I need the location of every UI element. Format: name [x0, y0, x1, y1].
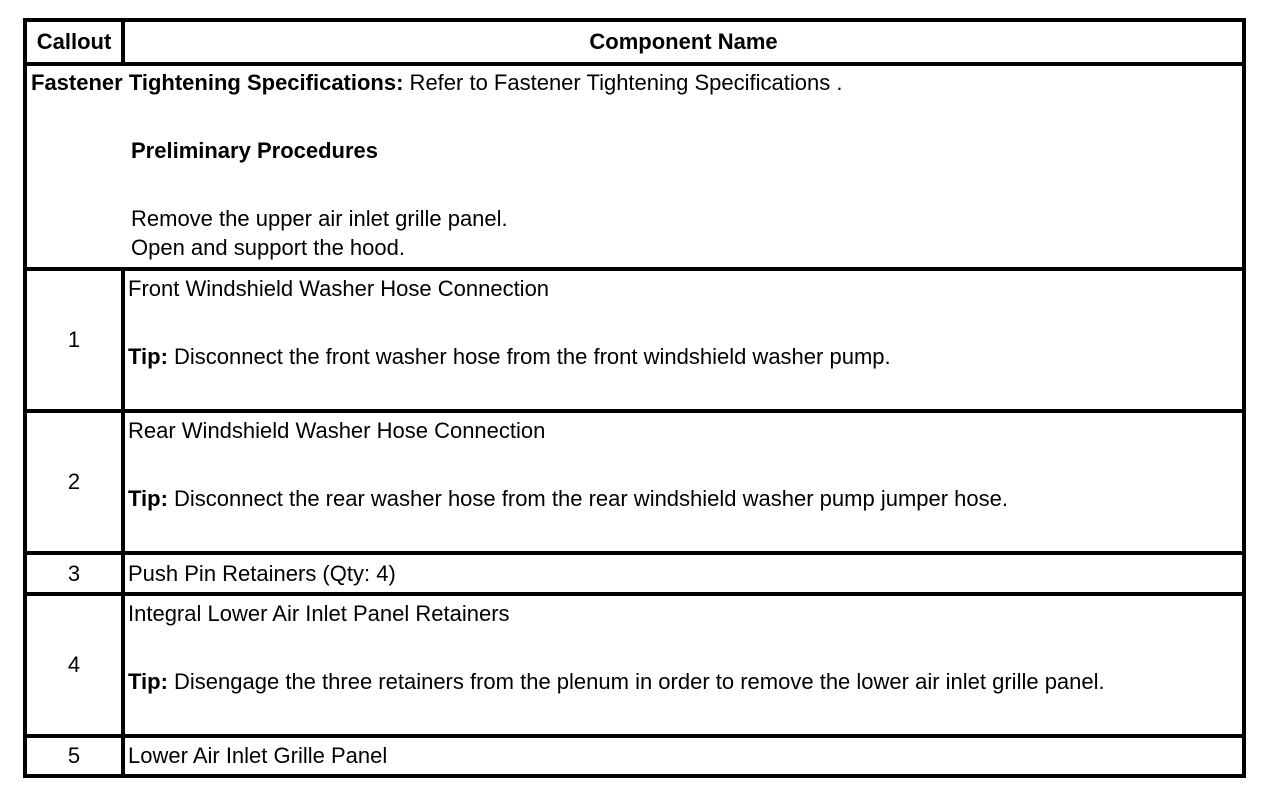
row-callout: 4	[67, 652, 81, 677]
tip-label: Tip:	[128, 486, 168, 511]
fastener-spec-line	[31, 69, 842, 97]
row-component-name: Push Pin Retainers (Qty: 4)	[128, 561, 396, 586]
row-component-name: Rear Windshield Washer Hose Connection	[128, 418, 546, 443]
row-component-name: Front Windshield Washer Hose Connection	[128, 276, 550, 301]
column-divider-body	[121, 267, 125, 774]
row-tip	[128, 343, 891, 371]
rule-after-row-4	[27, 734, 1242, 738]
rule-after-intro	[27, 267, 1242, 271]
preliminary-step: Open and support the hood.	[131, 235, 405, 260]
rule-after-row-1	[27, 409, 1242, 413]
header-component-name: Component Name	[589, 29, 778, 54]
rule-after-header	[27, 62, 1242, 66]
row-component-name: Integral Lower Air Inlet Panel Retainers	[128, 601, 510, 626]
fastener-spec-text: Refer to Fastener Tightening Specifications .	[403, 70, 843, 95]
tip-label: Tip:	[128, 344, 168, 369]
preliminary-procedures-title: Preliminary Procedures	[131, 138, 379, 163]
tip-text: Disengage the three retainers from the plenum in order to remove the lower air inlet grille panel.	[167, 669, 1105, 694]
row-tip	[128, 485, 1008, 513]
row-tip	[128, 668, 1105, 696]
row-callout: 2	[67, 469, 81, 494]
row-callout: 1	[67, 327, 81, 352]
row-component-name: Lower Air Inlet Grille Panel	[128, 743, 388, 768]
component-table	[23, 18, 1246, 778]
row-callout: 5	[67, 743, 81, 768]
tip-text: Disconnect the rear washer hose from the rear windshield washer pump jumper hose.	[167, 486, 1008, 511]
row-callout: 3	[67, 561, 81, 586]
tip-text: Disconnect the front washer hose from the front windshield washer pump.	[167, 344, 891, 369]
preliminary-step: Remove the upper air inlet grille panel.	[131, 206, 508, 231]
fastener-spec-label: Fastener Tightening Specifications:	[31, 70, 404, 95]
header-callout: Callout	[36, 29, 112, 54]
rule-after-row-3	[27, 592, 1242, 596]
tip-label: Tip:	[128, 669, 168, 694]
rule-after-row-2	[27, 551, 1242, 555]
